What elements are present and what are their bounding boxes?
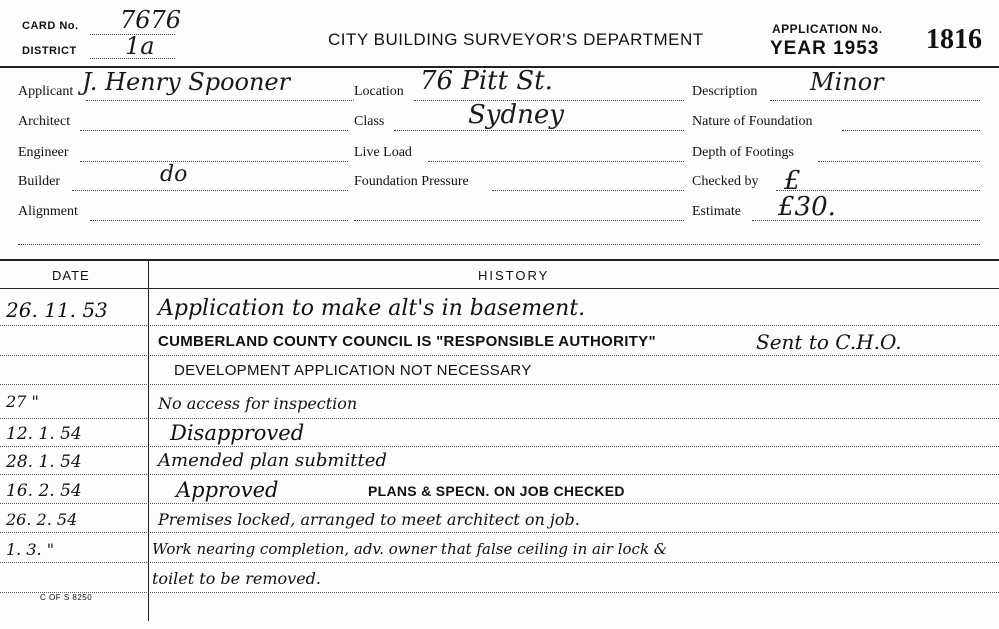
description-label: Description xyxy=(692,84,758,99)
table-row-text: No access for inspection xyxy=(158,394,358,413)
department-title: CITY BUILDING SURVEYOR'S DEPARTMENT xyxy=(328,30,704,49)
class-label: Class xyxy=(354,114,385,129)
year-label: YEAR 1953 xyxy=(770,38,880,59)
table-row-text: toilet to be removed. xyxy=(152,569,321,588)
description-value: Minor xyxy=(810,68,884,96)
applicant-label: Applicant xyxy=(18,84,74,99)
card-no-label: CARD No. xyxy=(22,20,79,32)
table-row-date: 1. 3. " xyxy=(6,540,55,559)
architect-label: Architect xyxy=(18,114,71,129)
live-load-label: Live Load xyxy=(354,145,412,160)
table-row-extra: PLANS & SPECN. ON JOB CHECKED xyxy=(368,483,625,499)
class-value: Sydney xyxy=(468,100,564,130)
engineer-label: Engineer xyxy=(18,145,69,160)
builder-value: do xyxy=(160,162,188,187)
date-column-rule xyxy=(148,259,149,621)
table-row-text: Premises locked, arranged to meet architect on job. xyxy=(158,510,580,529)
form-code: C OF S 8250 xyxy=(40,593,93,602)
checked-by-value: £ xyxy=(784,166,801,196)
applicant-value: J. Henry Spooner xyxy=(82,68,291,96)
location-label: Location xyxy=(354,84,404,99)
table-row-date: 26. 2. 54 xyxy=(6,510,78,529)
table-row-text: CUMBERLAND COUNTY COUNCIL IS "RESPONSIBLE AUTHORITY" xyxy=(158,333,656,350)
district-label: DISTRICT xyxy=(22,45,77,57)
application-no-label: APPLICATION No. xyxy=(772,22,883,36)
table-row-text: Approved xyxy=(176,478,279,502)
alignment-label: Alignment xyxy=(18,204,78,219)
date-header: DATE xyxy=(52,268,90,283)
depth-of-footings-label: Depth of Footings xyxy=(692,145,794,160)
table-row-text: Work nearing completion, adv. owner that false ceiling in air lock & xyxy=(152,540,668,558)
application-number: 1816 xyxy=(926,24,982,55)
builder-label: Builder xyxy=(18,174,60,189)
card-no-value: 7676 xyxy=(120,6,182,34)
table-top-rule xyxy=(0,259,999,261)
district-value: 1a xyxy=(125,32,155,60)
table-row-text: Application to make alt's in basement. xyxy=(158,296,586,321)
table-row-date: 12. 1. 54 xyxy=(6,424,82,444)
foundation-pressure-label: Foundation Pressure xyxy=(354,174,469,189)
nature-of-foundation-label: Nature of Foundation xyxy=(692,114,813,129)
checked-by-label: Checked by xyxy=(692,174,759,189)
location-value: 76 Pitt St. xyxy=(420,66,553,96)
table-row-date: 26. 11. 53 xyxy=(6,298,108,322)
history-header: HISTORY xyxy=(478,268,550,283)
estimate-value: £30. xyxy=(778,192,836,222)
table-row-date: 28. 1. 54 xyxy=(6,452,82,472)
table-row-text: DEVELOPMENT APPLICATION NOT NECESSARY xyxy=(174,362,532,379)
table-row-text: Disapproved xyxy=(170,421,305,445)
table-row-date: 27 " xyxy=(6,392,39,411)
table-row-date: 16. 2. 54 xyxy=(6,481,82,501)
table-row-extra: Sent to C.H.O. xyxy=(756,330,902,354)
table-header-rule xyxy=(0,288,999,289)
estimate-label: Estimate xyxy=(692,204,741,219)
table-row-text: Amended plan submitted xyxy=(158,450,387,471)
